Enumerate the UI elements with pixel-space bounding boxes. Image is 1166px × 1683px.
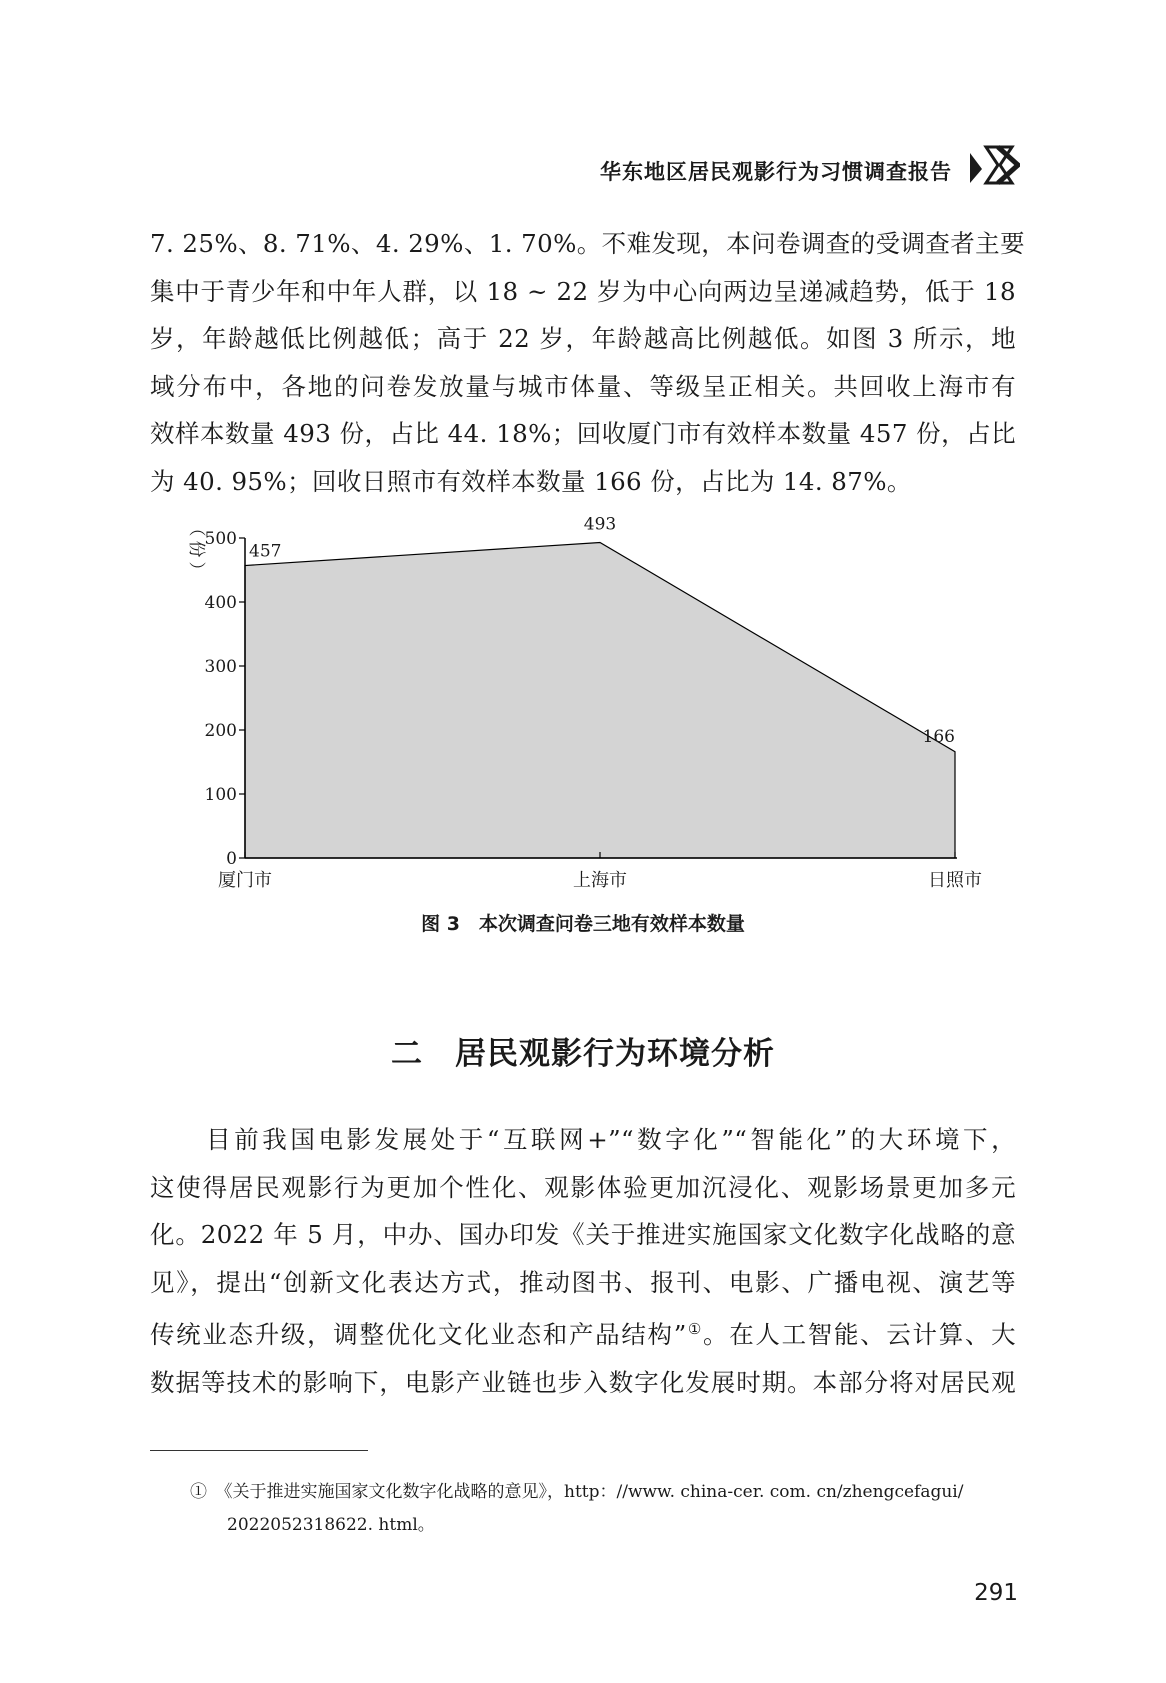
y-tick-label: 300 — [204, 657, 237, 677]
x-tick-label: 上海市 — [573, 870, 627, 891]
figure-caption: 图 3 本次调查问卷三地有效样本数量 — [421, 913, 745, 935]
paragraph-line: 集中于青少年和中年人群，以 18 ~ 22 岁为中心向两边呈递减趋势，低于 18 — [150, 276, 1016, 306]
data-label: 457 — [249, 541, 282, 562]
footnote-divider — [150, 1450, 368, 1451]
y-tick-label: 200 — [204, 721, 237, 741]
footnote-mark[interactable]: ① — [686, 1320, 704, 1338]
paragraph-line: 这使得居民观影行为更加个性化、观影体验更加沉浸化、观影场景更加多元 — [150, 1172, 1016, 1202]
paragraph-line: 7. 25%、8. 71%、4. 29%、1. 70%。不难发现，本问卷调查的受调查者主要 — [150, 229, 1025, 258]
x-tick-label: 日照市 — [928, 870, 982, 891]
paragraph-line: 目前我国电影发展处于“互联网+”“数字化”“智能化”的大环境下， — [150, 1125, 1016, 1154]
footnote — [190, 1476, 1018, 1542]
paragraph-line: 见》，提出“创新文化表达方式，推动图书、报刊、电影、广播电视、演艺等 — [150, 1267, 1016, 1297]
y-tick-label: 100 — [204, 785, 237, 805]
paragraph-line: 数据等技术的影响下，电影产业链也步入数字化发展时期。本部分将对居民观 — [150, 1367, 1016, 1397]
footnote-line: 2022052318622. html。 — [227, 1515, 435, 1535]
section-heading: 二 居民观影行为环境分析 — [391, 1036, 775, 1072]
y-axis-label: ） — [186, 561, 206, 579]
paragraph-line: 效样本数量 493 份，占比 44. 18%；回收厦门市有效样本数量 457 份，占比 — [150, 419, 1016, 448]
page-number: 291 — [974, 1580, 1018, 1606]
paragraph-line: 化。2022 年 5 月，中办、国办印发《关于推进实施国家文化数字化战略的意 — [150, 1220, 1016, 1249]
line-text: 传统业态升级，调整优化文化业态和产品结构” — [150, 1320, 687, 1350]
line-text: 。在人工智能、云计算、大 — [703, 1320, 1016, 1350]
running-header: 华东地区居民观影行为习惯调查报告 — [600, 160, 952, 184]
paragraph-line: 岁，年龄越低比例越低；高于 22 岁，年龄越高比例越低。如图 3 所示，地 — [150, 324, 1016, 353]
body-paragraph-2 — [150, 1116, 1016, 1406]
footnote-line: ① 《关于推进实施国家文化数字化战略的意见》，http：//www. china-cer. com. cn/zhengcefagui/ — [190, 1482, 964, 1502]
y-tick-label: 500 — [204, 529, 237, 549]
y-tick-label: 0 — [226, 849, 237, 869]
y-tick-label: 400 — [204, 593, 237, 613]
paragraph-line: 为 40. 95%；回收日照市有效样本数量 166 份，占比为 14. 87%。 — [150, 466, 912, 496]
area-series — [245, 542, 955, 858]
data-label: 166 — [922, 726, 955, 747]
y-axis-label: （ — [186, 519, 206, 537]
paragraph-line — [150, 1306, 1016, 1359]
data-label: 493 — [583, 514, 617, 535]
paragraph-line: 域分布中，各地的问卷发放量与城市体量、等级呈正相关。共回收上海市有 — [150, 371, 1016, 401]
y-axis-label: 份 — [186, 540, 206, 558]
x-tick-label: 厦门市 — [218, 870, 272, 891]
